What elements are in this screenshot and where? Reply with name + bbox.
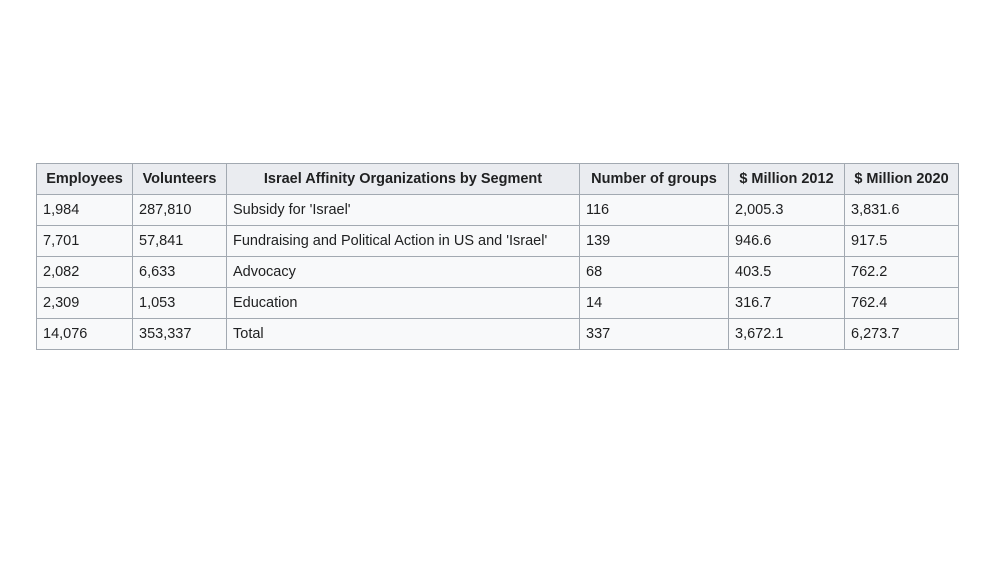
cell-million-2020: 917.5 bbox=[845, 226, 959, 257]
cell-employees: 2,309 bbox=[37, 288, 133, 319]
cell-number-of-groups: 14 bbox=[580, 288, 729, 319]
cell-million-2020: 6,273.7 bbox=[845, 319, 959, 350]
cell-number-of-groups: 337 bbox=[580, 319, 729, 350]
cell-million-2020: 762.4 bbox=[845, 288, 959, 319]
cell-million-2012: 2,005.3 bbox=[729, 195, 845, 226]
cell-segment: Subsidy for 'Israel' bbox=[227, 195, 580, 226]
cell-volunteers: 353,337 bbox=[133, 319, 227, 350]
cell-million-2012: 3,672.1 bbox=[729, 319, 845, 350]
cell-number-of-groups: 116 bbox=[580, 195, 729, 226]
header-employees: Employees bbox=[37, 164, 133, 195]
cell-million-2012: 403.5 bbox=[729, 257, 845, 288]
table-row bbox=[37, 257, 959, 288]
table-row bbox=[37, 288, 959, 319]
cell-employees: 2,082 bbox=[37, 257, 133, 288]
cell-million-2020: 762.2 bbox=[845, 257, 959, 288]
israel-affinity-organizations-table bbox=[36, 163, 959, 350]
cell-segment: Advocacy bbox=[227, 257, 580, 288]
cell-volunteers: 6,633 bbox=[133, 257, 227, 288]
cell-number-of-groups: 139 bbox=[580, 226, 729, 257]
header-million-2020: $ Million 2020 bbox=[845, 164, 959, 195]
cell-million-2012: 316.7 bbox=[729, 288, 845, 319]
table-container bbox=[36, 163, 959, 350]
cell-volunteers: 57,841 bbox=[133, 226, 227, 257]
cell-employees: 14,076 bbox=[37, 319, 133, 350]
cell-million-2012: 946.6 bbox=[729, 226, 845, 257]
cell-volunteers: 1,053 bbox=[133, 288, 227, 319]
table-row-total bbox=[37, 319, 959, 350]
cell-number-of-groups: 68 bbox=[580, 257, 729, 288]
cell-employees: 1,984 bbox=[37, 195, 133, 226]
cell-employees: 7,701 bbox=[37, 226, 133, 257]
table-row bbox=[37, 195, 959, 226]
header-million-2012: $ Million 2012 bbox=[729, 164, 845, 195]
table-header-row bbox=[37, 164, 959, 195]
cell-segment: Total bbox=[227, 319, 580, 350]
table-row bbox=[37, 226, 959, 257]
cell-segment: Fundraising and Political Action in US and 'Israel' bbox=[227, 226, 580, 257]
header-number-of-groups: Number of groups bbox=[580, 164, 729, 195]
header-volunteers: Volunteers bbox=[133, 164, 227, 195]
cell-volunteers: 287,810 bbox=[133, 195, 227, 226]
header-segment: Israel Affinity Organizations by Segment bbox=[227, 164, 580, 195]
cell-million-2020: 3,831.6 bbox=[845, 195, 959, 226]
cell-segment: Education bbox=[227, 288, 580, 319]
